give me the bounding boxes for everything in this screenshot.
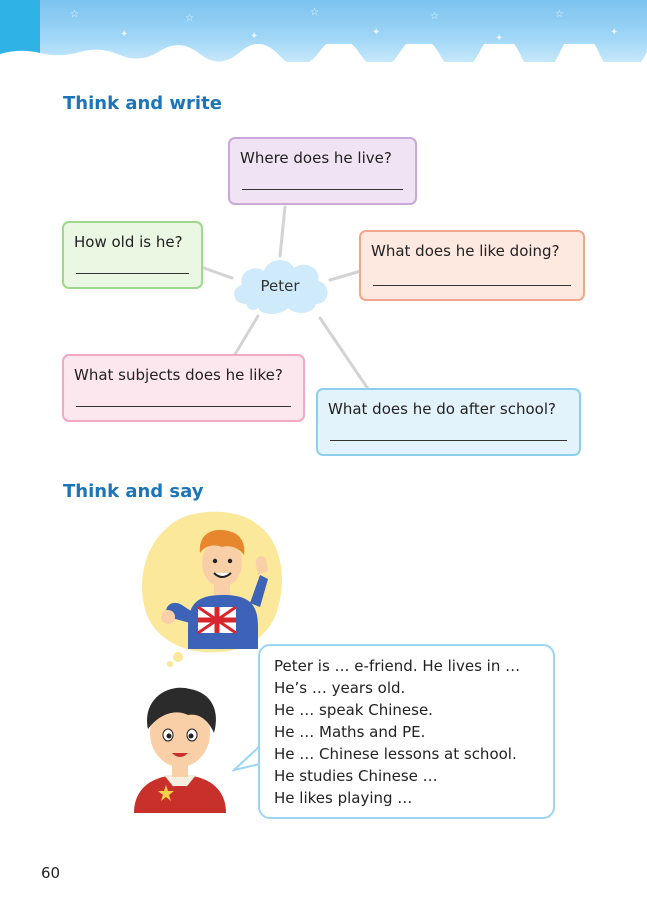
star-icon: ☆: [310, 7, 319, 18]
answer-line[interactable]: [76, 406, 291, 407]
question-box-after-school: [316, 388, 581, 456]
answer-line[interactable]: [330, 440, 567, 441]
speech-line: He … Maths and PE.: [274, 723, 426, 741]
question-box-likes-doing: [359, 230, 585, 301]
star-icon: ☆: [430, 11, 439, 22]
connector-line: [234, 316, 258, 356]
speech-line: He … speak Chinese.: [274, 701, 433, 719]
question-text: What does he like doing?: [371, 242, 560, 260]
speech-line: He studies Chinese …: [274, 767, 438, 785]
section-title-think-and-say: Think and say: [63, 481, 204, 502]
star-icon: ✦: [250, 31, 259, 42]
section-title-think-and-write: Think and write: [63, 93, 222, 114]
speech-line: He’s … years old.: [274, 679, 406, 697]
star-icon: ☆: [185, 13, 194, 24]
star-icon: ✦: [495, 33, 504, 44]
star-icon: ☆: [70, 9, 79, 20]
connector-line: [330, 271, 361, 280]
speech-bubble: [258, 644, 555, 819]
speech-line: Peter is … e-friend. He lives in …: [274, 657, 521, 675]
question-box-how-old: [62, 221, 203, 289]
question-text: What does he do after school?: [328, 400, 556, 418]
star-icon: ✦: [120, 29, 129, 40]
star-icon: ✦: [610, 27, 619, 38]
speech-line: He … Chinese lessons at school.: [274, 745, 517, 763]
question-text: Where does he live?: [240, 149, 392, 167]
peter-illustration: [138, 507, 284, 667]
boy-illustration: [128, 683, 238, 813]
speech-line: He likes playing …: [274, 789, 413, 807]
answer-line[interactable]: [76, 273, 189, 274]
answer-line[interactable]: [242, 189, 403, 190]
question-text: How old is he?: [74, 233, 183, 251]
question-text: What subjects does he like?: [74, 366, 283, 384]
center-label: Peter: [260, 277, 300, 295]
answer-line[interactable]: [373, 285, 571, 286]
star-icon: ☆: [555, 9, 564, 20]
connector-line: [280, 207, 285, 256]
question-box-where-live: [228, 137, 417, 205]
star-icon: ✦: [372, 27, 381, 38]
page-number: 60: [41, 864, 61, 882]
question-box-subjects: [62, 354, 305, 422]
connector-line: [320, 318, 368, 389]
